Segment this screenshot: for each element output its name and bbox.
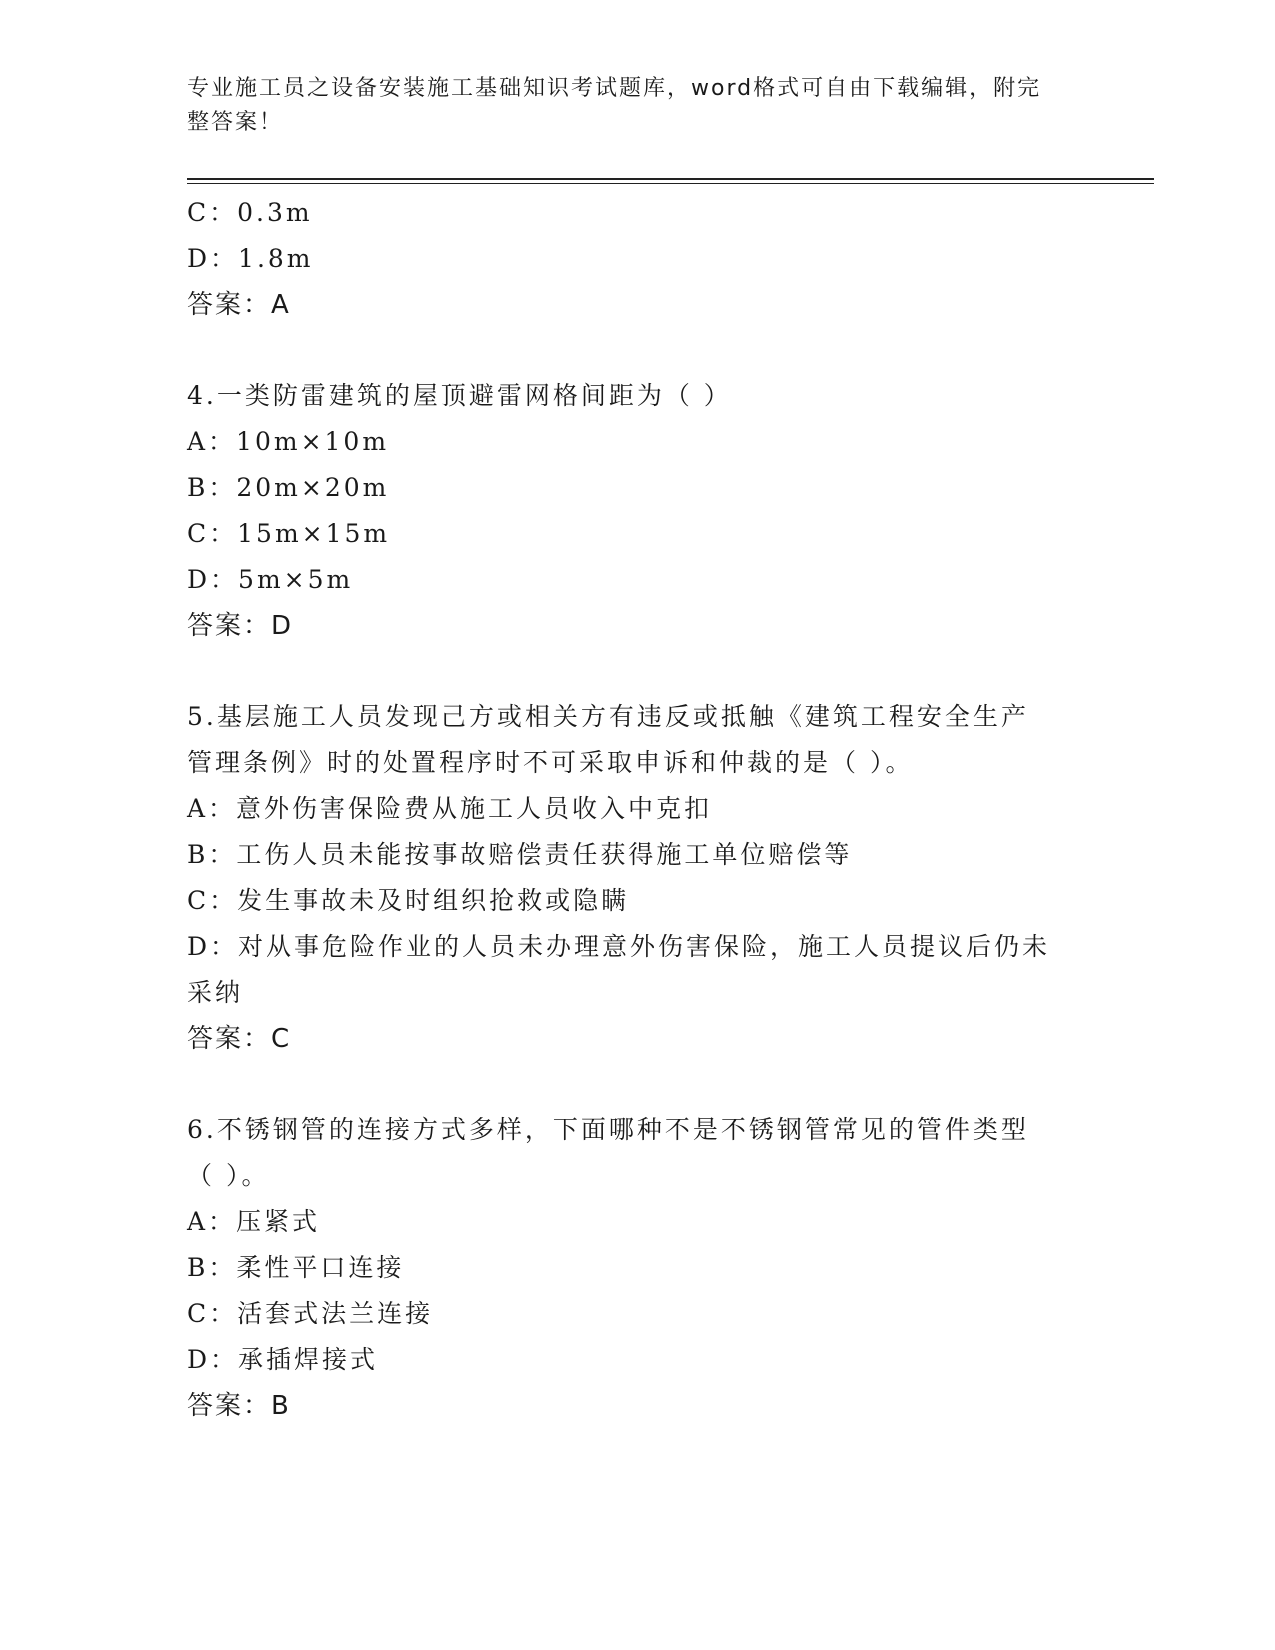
q4-question: 4.一类防雷建筑的屋顶避雷网格间距为（ ） [187,381,732,410]
spacer [187,649,1087,694]
q3-answer: 答案：A [187,290,291,320]
q4-answer: 答案：D [187,611,294,641]
question-3-block [187,190,1087,328]
q4-option-c: C：15m×15m [187,519,391,548]
question-6-block [187,1107,1087,1429]
q6-question-line-1: 6.不锈钢管的连接方式多样，下面哪种不是不锈钢管常见的管件类型 [187,1115,1029,1144]
header-title-line-1: 专业施工员之设备安装施工基础知识考试题库，word格式可自由下载编辑，附完 [187,76,1042,101]
q5-option-c: C：发生事故未及时组织抢救或隐瞒 [187,886,630,915]
q5-option-d-line-2: 采纳 [187,978,244,1007]
header-title-line-2: 整答案！ [187,110,284,135]
header-divider-thin [187,183,1154,184]
q3-option-c: C：0.3m [187,198,313,227]
q5-question-line-2: 管理条例》时的处置程序时不可采取申诉和仲裁的是（ ）。 [187,748,914,777]
q5-option-b: B：工伤人员未能按事故赔偿责任获得施工单位赔偿等 [187,840,853,869]
q6-answer: 答案：B [187,1391,291,1421]
q6-option-a: A：压紧式 [187,1207,321,1236]
question-4-block [187,373,1087,649]
spacer [187,328,1087,373]
q5-option-d-line-1: D：对从事危险作业的人员未办理意外伤害保险，施工人员提议后仍未 [187,932,1051,961]
q5-answer: 答案：C [187,1024,292,1054]
q3-option-d: D：1.8m [187,244,314,273]
q5-option-a: A：意外伤害保险费从施工人员收入中克扣 [187,794,713,823]
question-5-block [187,694,1087,1062]
document-header [187,72,1067,140]
header-divider-thick [187,178,1154,180]
q6-question-line-2: （ ）。 [187,1161,270,1190]
q6-option-c: C：活套式法兰连接 [187,1299,434,1328]
question-list [187,190,1087,1429]
q6-option-d: D：承插焊接式 [187,1345,379,1374]
spacer [187,1062,1087,1107]
q4-option-a: A：10m×10m [187,427,390,456]
q5-question-line-1: 5.基层施工人员发现己方或相关方有违反或抵触《建筑工程安全生产 [187,702,1029,731]
q4-option-d: D：5m×5m [187,565,354,594]
q6-option-b: B：柔性平口连接 [187,1253,405,1282]
q4-option-b: B：20m×20m [187,473,390,502]
